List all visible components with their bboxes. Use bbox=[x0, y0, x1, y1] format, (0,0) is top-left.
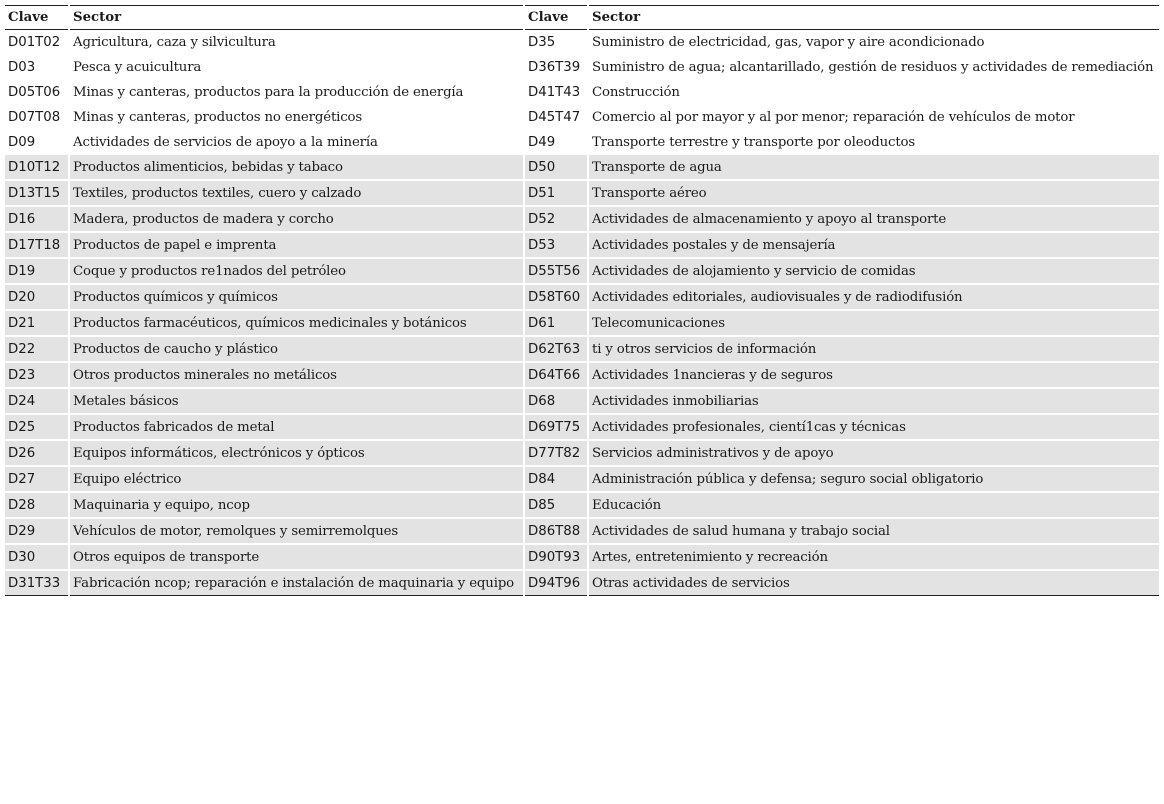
key-right: D55T56 bbox=[524, 258, 588, 284]
sector-right: ti y otros servicios de información bbox=[588, 336, 1159, 362]
table-row bbox=[5, 362, 1159, 388]
sector-right: Telecomunicaciones bbox=[588, 310, 1159, 336]
table-row bbox=[5, 258, 1159, 284]
sector-left: Metales básicos bbox=[69, 388, 524, 414]
sector-left: Textiles, productos textiles, cuero y calzado bbox=[69, 180, 524, 206]
sector-right: Actividades de alojamiento y servicio de comidas bbox=[588, 258, 1159, 284]
key-left: D03 bbox=[5, 55, 69, 80]
key-left: D28 bbox=[5, 492, 69, 518]
key-right: D52 bbox=[524, 206, 588, 232]
table-row bbox=[5, 440, 1159, 466]
sector-left: Productos químicos y químicos bbox=[69, 284, 524, 310]
table-row bbox=[5, 310, 1159, 336]
key-left: D21 bbox=[5, 310, 69, 336]
sector-right: Suministro de electricidad, gas, vapor y aire acondicionado bbox=[588, 30, 1159, 56]
sector-left: Minas y canteras, productos para la producción de energía bbox=[69, 80, 524, 105]
key-left: D30 bbox=[5, 544, 69, 570]
table-row bbox=[5, 130, 1159, 155]
sector-right: Actividades 1nancieras y de seguros bbox=[588, 362, 1159, 388]
sector-left: Pesca y acuicultura bbox=[69, 55, 524, 80]
sector-right: Transporte terrestre y transporte por oleoductos bbox=[588, 130, 1159, 155]
key-left: D16 bbox=[5, 206, 69, 232]
sector-left: Productos fabricados de metal bbox=[69, 414, 524, 440]
key-left: D01T02 bbox=[5, 30, 69, 56]
table-row bbox=[5, 336, 1159, 362]
key-left: D07T08 bbox=[5, 105, 69, 130]
table-row bbox=[5, 388, 1159, 414]
sector-right: Artes, entretenimiento y recreación bbox=[588, 544, 1159, 570]
sector-left: Otros equipos de transporte bbox=[69, 544, 524, 570]
table-row bbox=[5, 105, 1159, 130]
sector-table bbox=[5, 5, 1159, 596]
sector-left: Equipo eléctrico bbox=[69, 466, 524, 492]
sector-left: Madera, productos de madera y corcho bbox=[69, 206, 524, 232]
key-left: D17T18 bbox=[5, 232, 69, 258]
key-right: D61 bbox=[524, 310, 588, 336]
key-right: D45T47 bbox=[524, 105, 588, 130]
key-right: D90T93 bbox=[524, 544, 588, 570]
key-right: D85 bbox=[524, 492, 588, 518]
sector-right: Educación bbox=[588, 492, 1159, 518]
sector-right: Actividades profesionales, cientí1cas y técnicas bbox=[588, 414, 1159, 440]
sector-left: Equipos informáticos, electrónicos y ópticos bbox=[69, 440, 524, 466]
sector-right: Actividades inmobiliarias bbox=[588, 388, 1159, 414]
sector-right: Actividades postales y de mensajería bbox=[588, 232, 1159, 258]
sector-right: Otras actividades de servicios bbox=[588, 570, 1159, 596]
table-row bbox=[5, 570, 1159, 596]
header-key-right: Clave bbox=[524, 6, 588, 30]
key-right: D36T39 bbox=[524, 55, 588, 80]
sector-left: Productos farmacéuticos, químicos medicinales y botánicos bbox=[69, 310, 524, 336]
table-row bbox=[5, 180, 1159, 206]
table-row bbox=[5, 492, 1159, 518]
table-row bbox=[5, 466, 1159, 492]
key-left: D19 bbox=[5, 258, 69, 284]
sector-left: Agricultura, caza y silvicultura bbox=[69, 30, 524, 56]
sector-right: Comercio al por mayor y al por menor; reparación de vehículos de motor bbox=[588, 105, 1159, 130]
sector-right: Actividades de salud humana y trabajo social bbox=[588, 518, 1159, 544]
key-right: D35 bbox=[524, 30, 588, 56]
sector-left: Productos alimenticios, bebidas y tabaco bbox=[69, 155, 524, 180]
sector-right: Construcción bbox=[588, 80, 1159, 105]
key-right: D50 bbox=[524, 155, 588, 180]
sector-left: Productos de papel e imprenta bbox=[69, 232, 524, 258]
sector-left: Actividades de servicios de apoyo a la minería bbox=[69, 130, 524, 155]
table-row bbox=[5, 55, 1159, 80]
sector-left: Vehículos de motor, remolques y semirremolques bbox=[69, 518, 524, 544]
key-left: D13T15 bbox=[5, 180, 69, 206]
key-left: D22 bbox=[5, 336, 69, 362]
table-row bbox=[5, 206, 1159, 232]
key-left: D27 bbox=[5, 466, 69, 492]
key-right: D84 bbox=[524, 466, 588, 492]
key-left: D29 bbox=[5, 518, 69, 544]
key-right: D51 bbox=[524, 180, 588, 206]
sector-left: Maquinaria y equipo, ncop bbox=[69, 492, 524, 518]
sector-right: Servicios administrativos y de apoyo bbox=[588, 440, 1159, 466]
sector-left: Productos de caucho y plástico bbox=[69, 336, 524, 362]
key-right: D64T66 bbox=[524, 362, 588, 388]
sector-left: Minas y canteras, productos no energéticos bbox=[69, 105, 524, 130]
sector-right: Administración pública y defensa; seguro social obligatorio bbox=[588, 466, 1159, 492]
sector-right: Suministro de agua; alcantarillado, gestión de residuos y actividades de remediación bbox=[588, 55, 1159, 80]
table-row bbox=[5, 30, 1159, 56]
key-right: D53 bbox=[524, 232, 588, 258]
header-sector-right: Sector bbox=[588, 6, 1159, 30]
sector-right: Actividades editoriales, audiovisuales y de radiodifusión bbox=[588, 284, 1159, 310]
sector-right: Actividades de almacenamiento y apoyo al transporte bbox=[588, 206, 1159, 232]
header-row bbox=[5, 6, 1159, 30]
key-right: D94T96 bbox=[524, 570, 588, 596]
key-left: D31T33 bbox=[5, 570, 69, 596]
key-right: D77T82 bbox=[524, 440, 588, 466]
table-row bbox=[5, 155, 1159, 180]
sector-left: Otros productos minerales no metálicos bbox=[69, 362, 524, 388]
table-row bbox=[5, 518, 1159, 544]
key-left: D25 bbox=[5, 414, 69, 440]
key-right: D58T60 bbox=[524, 284, 588, 310]
key-left: D09 bbox=[5, 130, 69, 155]
key-left: D26 bbox=[5, 440, 69, 466]
table-row bbox=[5, 80, 1159, 105]
key-right: D86T88 bbox=[524, 518, 588, 544]
key-right: D62T63 bbox=[524, 336, 588, 362]
sector-right: Transporte aéreo bbox=[588, 180, 1159, 206]
sector-left: Coque y productos re1nados del petróleo bbox=[69, 258, 524, 284]
key-right: D49 bbox=[524, 130, 588, 155]
key-right: D68 bbox=[524, 388, 588, 414]
key-left: D23 bbox=[5, 362, 69, 388]
key-left: D24 bbox=[5, 388, 69, 414]
key-right: D69T75 bbox=[524, 414, 588, 440]
table-row bbox=[5, 284, 1159, 310]
key-right: D41T43 bbox=[524, 80, 588, 105]
sector-left: Fabricación ncop; reparación e instalación de maquinaria y equipo bbox=[69, 570, 524, 596]
header-sector-left: Sector bbox=[69, 6, 524, 30]
key-left: D05T06 bbox=[5, 80, 69, 105]
key-left: D10T12 bbox=[5, 155, 69, 180]
key-left: D20 bbox=[5, 284, 69, 310]
table-row bbox=[5, 414, 1159, 440]
sector-right: Transporte de agua bbox=[588, 155, 1159, 180]
table-row bbox=[5, 232, 1159, 258]
table-row bbox=[5, 544, 1159, 570]
header-key-left: Clave bbox=[5, 6, 69, 30]
